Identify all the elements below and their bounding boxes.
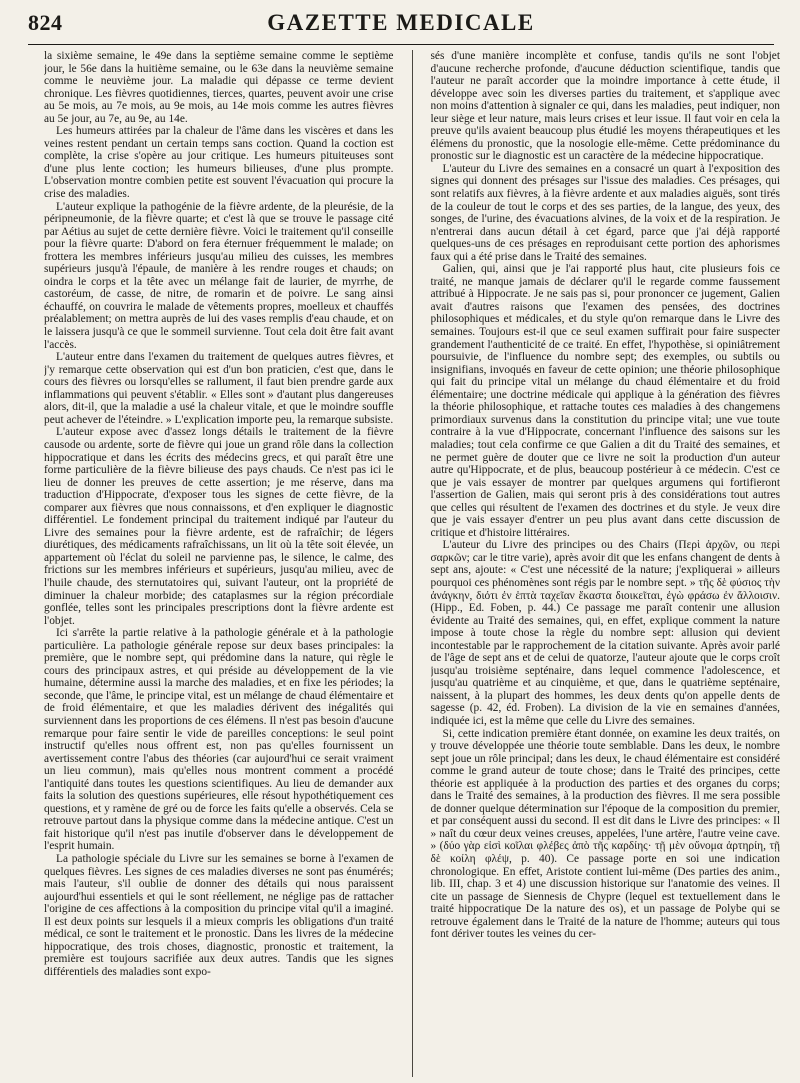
article-columns xyxy=(44,50,780,1077)
left-column xyxy=(44,50,394,1077)
paragraph: L'auteur expose avec d'assez longs détails le traitement de la fièvre causode ou ardente, sorte de fièvre qui joue un grand rôle dans la collection hippocratique et dans les écrits des médecins grecs, et qui paraît être une forme particulière de la fièvre bilieuse des pays chauds. Ce n'est pas ici le lieu de donner les preuves de cette assertion; je me réserve, dans ma traduction d'Hippocrate, d'exposer tous les signes de cette fièvre, de la comparer aux fièvres que nous connaissons, et d'en expliquer le diagnostic différentiel. Le fondement principal du traitement indiqué par l'auteur du Livre des semaines pour la fièvre ardente, est de rafraîchir; de légers diurétiques, des médicaments rafraîchissans, un lit où la tête soit élevée, un appartement où l'éclat du soleil ne parvienne pas, le silence, le calme, des frictions sur les membres inférieurs et supérieurs, jusqu'au milieu, avec de l'huile chaude, des sternutatoires qui, suivant l'auteur, ont la propriété de diminuer la chaleur morbide; des cataplasmes sur la région précordiale gonflée, telles sont les principales prescriptions dont la fièvre ardente est l'objet. xyxy=(44,426,394,627)
page-number: 824 xyxy=(28,10,63,35)
paragraph: L'auteur du Livre des principes ou des Chairs (Περὶ ἀρχῶν, ou περὶ σαρκῶν; car le titre varie), après avoir dit que les enfans changent de dents à sept ans, ajoute: « C'est une nécessité de la nature; j'expliquerai » ailleurs pourquoi ces phénomènes sont régis par le nombre sept. » τῆς δὲ φύσιος τὴν ἀνάγκην, διότι ἐν ἑπτὰ ταχεῖαν ἕκαστα διοικεῖται, ἐγὼ φράσω ἐν ἄλλοισιν. (Hipp., Ed. Foben, p. 44.) Ce passage me paraît contenir une allusion évidente au Traité des semaines, qui, en effet, explique comment la nature impose à toute chose la règle du nombre sept: allusion qui devient incontestable par le rapprochement de la citation suivante. Après avoir parlé de l'âge de sept ans et de celui de quatorze, l'auteur ajoute que le corps croît jusqu'au troisième septénaire, dans lequel commence l'adolescence, et jusqu'au quatrième et au cinquième, et que, dans le quatrième septénaire, naissent, à la plupart des hommes, les deux dents qu'on appelle dents de sagesse (p. 42, éd. Froben). La division de la vie en semaines d'années, indiquée ici, est la même que celle du Livre des semaines. xyxy=(430,539,780,727)
masthead xyxy=(28,10,774,45)
paragraph: L'auteur entre dans l'examen du traitement de quelques autres fièvres, et j'y remarque cette observation qui est d'un bon praticien, c'est que, dans le cours des fièvres ou lorsqu'elles se rallument, il faut bien prendre garde aux inflammations qui peuvent s'établir. « Elles sont » d'autant plus dangereuses alors, dit-il, que la maladie a usé la chaleur vitale, et que le moindre souffle peut achever de l'éteindre. » L'explication importe peu, la remarque subsiste. xyxy=(44,351,394,426)
paragraph: L'auteur du Livre des semaines en a consacré un quart à l'exposition des signes qui donnent des présages sur l'issue des maladies. Ces présages, qui sont relatifs aux fièvres, à la fièvre ardente et aux maladies aiguës, sont tirés de la couleur de tout le corps et des ses parties, de la langue, des yeux, des songes, de l'urine, des évacuations alvines, de la voix et de la respiration. Je n'entrerai dans aucun détail à cet égard, parce que j'ai déjà rapporté quelques-uns de ces présages en reproduisant cette portion des aphorismes faux qui a été prise dans le Traité des semaines. xyxy=(430,162,780,263)
right-column xyxy=(431,50,781,1077)
column-divider xyxy=(412,50,413,1077)
journal-title: GAZETTE MEDICALE xyxy=(267,10,535,35)
paragraph: L'auteur explique la pathogénie de la fièvre ardente, de la pleurésie, de la péripneumonie, de la fièvre quarte; et c'est là que se trouve le passage cité par Aétius au sujet de cette dernière fièvre. Voici le traitement qu'il conseille pour la fièvre quarte: D'abord on fera éternuer fréquemment le malade; on frottera les membres inférieurs jusqu'au milieu des cuisses, les membres supérieurs jusqu'à l'épaule, de manière à les rendre rouges et chauds; on oindra le corps et la tête avec un mélange fait de laurier, de myrrhe, de castoréum, de casse, de nitre, de romarin et de poivre. Le sang ainsi échauffé, on couvrira le malade de vêtements propres, moelleux et chauffés préalablement; on mettra auprès de lui des vases remplis d'eau chaude, et on le laissera jusqu'à ce que le sommeil survienne. Tout cela doit être fait avant l'accès. xyxy=(44,200,394,351)
paragraph: Galien, qui, ainsi que je l'ai rapporté plus haut, cite plusieurs fois ce traité, ne manque jamais de déclarer qu'il le regarde comme faussement attribué à Hippocrate. Je ne sais pas si, pour prononcer ce jugement, Galien avait d'autres raisons que l'examen des pensées, des doctrines philosophiques et médicales, et du style qu'on remarque dans le Livre des semaines. Toujours est-il que ce seul examen suffirait pour faire suspecter grandement l'authenticité de ce traité. En effet, l'hypothèse, si opiniâtrement poursuivie, de l'influence du nombre sept; des exemples, ou subtils ou insignifians, invoqués en faveur de cette opinion; une théorie philosophique qui fait du principe vital un mélange du chaud élémentaire et du froid élémentaire; une doctrine médicale qui applique à la génération des fièvres la théorie philosophique, et rattache toutes ces maladies à des changemens primordiaux survenus dans la constitution du principe vital; une vue toute contraire à la vue d'Hippocrate, concernant l'influence des saisons sur les maladies; tout cela confirme ce que Galien a dit du Traité des semaines, et ne permet guère de douter que ce livre ne soit la production d'un auteur autre qu'Hippocrate, et de plus, beaucoup postérieur à ce médecin. C'est ce que je vais essayer de montrer par quelques argumens qui fortifieront l'assertion de Galien, mais qui seront pris à des considérations tout autres que celles qui résultent de l'examen des doctrines et du style. Je veux dire que je vais essayer d'entrer un peu plus avant dans cette discussion de critique et d'histoire littéraires. xyxy=(430,263,780,539)
paragraph: sés d'une manière incomplète et confuse, tandis qu'ils ne sont l'objet d'aucune recherche profonde, d'aucune déduction scientifique, tandis que l'auteur ne paraît accorder que la moindre importance à cette étude, il développe avec soin les diverses parties du traitement, et s'applique avec non moins d'attention à signaler ce qui, dans les maladies, peut indiquer, non leur siège et leur nature, mais leurs crises et leur issue. Il faut voir en cela la preuve qu'ils avaient beaucoup plus étudié les moyens thérapeutiques et les élémens du pronostic, que la nosologie elle-même. Cette prédominance du pronostic sur le diagnostic est un caractère de la médecine hippocratique. xyxy=(430,50,780,163)
paragraph: Ici s'arrête la partie relative à la pathologie générale et à la pathologie particulière. La pathologie générale repose sur deux bases principales: la première, que le nombre sept, qui prédomine dans la nature, qui règle le cours des principaux astres, et qui préside au développement de la vie humaine, détermine aussi la marche des maladies, et en fixe les périodes; la seconde, que l'âme, le principe vital, est un mélange de chaud élémentaire et de froid élémentaire, et que les maladies dérivent des inégalités qui surviennent dans les proportions de ces élémens. Il n'est pas besoin d'aucune remarque pour faire sentir le vide de pareilles conceptions: le seul point instructif qu'elles nous offrent est, non pas qu'elles fournissent un avertissement contre l'abus des théories (car aujourd'hui ce serait vraiment un lieu commun), mais qu'elles nous montrent comment a procédé l'antiquité dans toutes les questions scientifiques. Au lieu de demander aux faits la solution des questions supérieures, elle résout hypothétiquement ces questions, et y ramène de gré ou de force les faits qu'elle a observés. Cela se retrouve partout dans la physique comme dans la médecine antique. C'est un fait historique qu'il n'est pas inutile d'observer dans le développement de l'esprit humain. xyxy=(44,627,394,853)
paragraph: Les humeurs attirées par la chaleur de l'âme dans les viscères et dans les veines restent pendant un certain temps sans coction. Quand la coction est complète, la crise s'opère au jour critique. Les humeurs pituiteuses sont d'une plus lente coction; les humeurs bilieuses, d'une plus prompte. L'observation montre combien petite est souvent l'évacuation qui procure la crise des maladies. xyxy=(44,125,394,201)
paragraph: la sixième semaine, le 49e dans la septième semaine comme le septième jour, le 56e dans la huitième semaine, ou le 63e dans la neuvième semaine comme le neuvième jour. La maladie qui dépasse ce terme devient chronique. Les fièvres quotidiennes, tierces, quartes, peuvent avoir une crise au 5e mois, au 7e mois, au 9e mois, au 14e mois comme les autres fièvres au 5e jour, au 7e, au 9e, au 14e. xyxy=(44,50,394,125)
paragraph: La pathologie spéciale du Livre sur les semaines se borne à l'examen de quelques fièvres. Les signes de ces maladies diverses ne sont pas énumérés; mais l'auteur, s'il oublie de donner des détails qui nous paraissent aujourd'hui essentiels et qui le sont réellement, ne néglige pas de rattacher l'origine de ces affections à la composition du principe vital qu'il a imaginé. Il est deux points sur lesquels il a mieux compris les obligations d'un traité médical, ce sont le traitement et le pronostic. Dans les livres de la médecine hippocratique, des trois choses, diagnostic, pronostic et traitement, la première est toujours sacrifiée aux deux autres. Tandis que les signes différentiels des maladies sont expo- xyxy=(44,853,394,978)
paragraph: Si, cette indication première étant donnée, on examine les deux traités, on y trouve développée une théorie toute semblable. Dans les deux, le nombre sept joue un rôle principal; dans les deux, le chaud élémentaire est considéré comme le grand auteur de toute chose; dans le Traité des principes, cette théorie est appliquée à la production des parties et des organes du corps; dans le Traité des semaines, à la production des fièvres. Il me sera possible de donner quelque détermination sur l'époque de la composition du premier, et par conséquent aussi du second. Il est dit dans le Livre des principes: « Il » naît du cœur deux veines creuses, appelées, l'une artère, l'autre veine cave. » (δύο γὰρ εἰσὶ κοῖλαι φλέβες ἀπὸ τῆς καρδίης· τῇ μὲν οὔνομα ἀρτηρίη, τῇ δὲ κοίλη φλέψ, p. 40). Ce passage porte en soi une indication chronologique. En effet, Aristote contient lui-même (Des parties des anim., lib. III, chap. 3 et 4) une discussion historique sur l'anatomie des veines. Il cite un passage de Siennesis de Chypre (lequel est textuellement dans le traité hippocratique De la nature des os), et un passage de Polybe qui se retrouve également dans le Traité de la nature de l'homme; auteurs qui tous font dériver toutes les veines du cer- xyxy=(430,727,780,941)
